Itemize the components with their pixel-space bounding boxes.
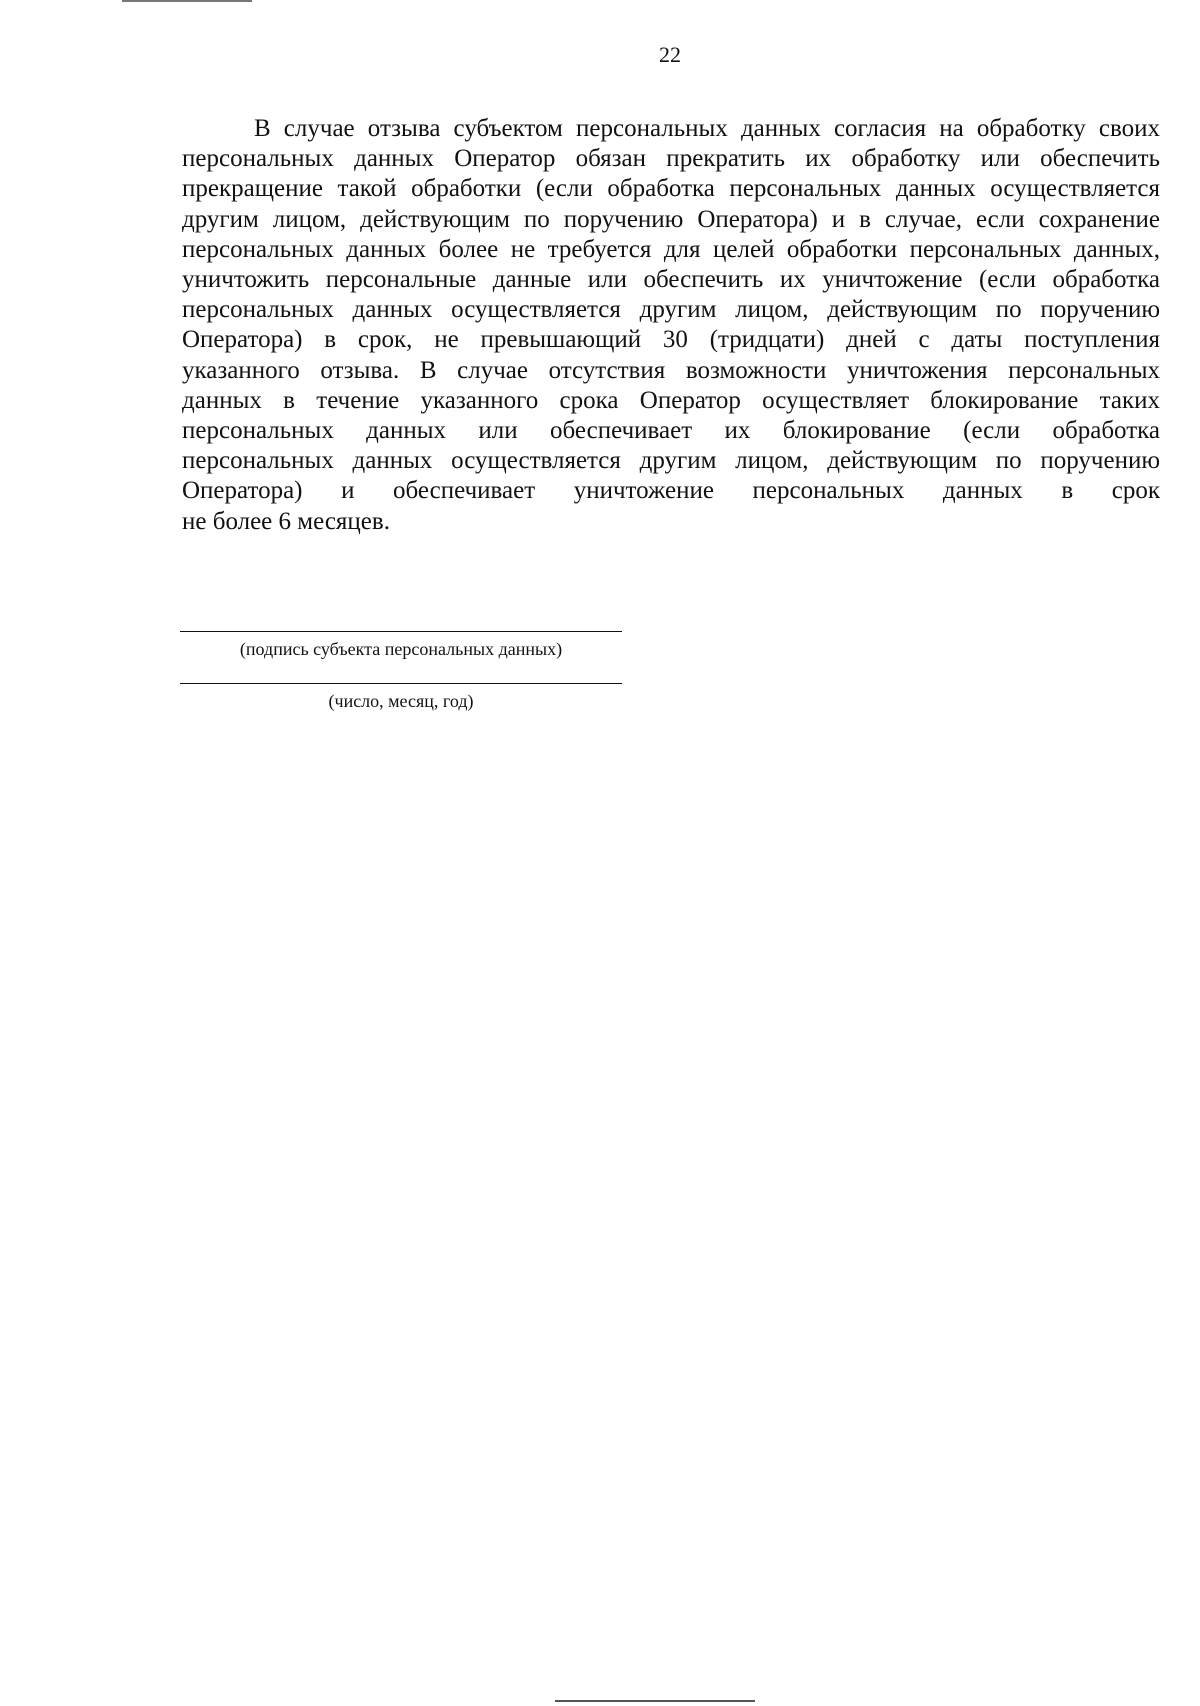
paragraph-line: уничтожить персональные данные или обеспечить их уничтожение (если обработка — [182, 266, 1160, 294]
paragraph-line: персональных данных более не требуется для целей обработки персональных данных, — [182, 235, 1160, 263]
scan-artifact-bottom — [555, 1700, 755, 1702]
signature-line — [180, 631, 622, 632]
paragraph-line: прекращение такой обработки (если обработка персональных данных осуществляется — [182, 175, 1160, 203]
consent-withdrawal-paragraph — [182, 114, 1160, 537]
paragraph-line: другим лицом, действующим по поручению Оператора) и в случае, если сохранение — [182, 205, 1160, 233]
paragraph-line: не более 6 месяцев. — [182, 507, 390, 535]
date-line — [180, 683, 622, 684]
signature-caption: (подпись субъекта персональных данных) — [239, 639, 563, 659]
paragraph-line: персональных данных осуществляется другим лицом, действующим по поручению — [182, 296, 1160, 324]
paragraph-line: данных в течение указанного срока Оператор осуществляет блокирование таких — [182, 386, 1160, 414]
paragraph-line: В случае отзыва субъектом персональных данных согласия на обработку своих — [254, 115, 1160, 142]
paragraph-line: Оператора) в срок, не превышающий 30 (тридцати) дней с даты поступления — [182, 326, 1160, 354]
paragraph-line: Оператора) и обеспечивает уничтожение персональных данных в срок — [182, 477, 1160, 505]
paragraph-line: указанного отзыва. В случае отсутствия возможности уничтожения персональных — [182, 356, 1160, 384]
scan-artifact-top — [122, 0, 252, 2]
paragraph-line: персональных данных осуществляется другим лицом, действующим по поручению — [182, 447, 1160, 475]
paragraph-line: персональных данных или обеспечивает их блокирование (если обработка — [182, 417, 1160, 445]
date-field — [180, 683, 622, 712]
paragraph-line: персональных данных Оператор обязан прекратить их обработку или обеспечить — [182, 145, 1160, 173]
page-number: 22 — [659, 42, 681, 67]
signature-field — [180, 631, 622, 660]
date-caption: (число, месяц, год) — [328, 691, 474, 711]
